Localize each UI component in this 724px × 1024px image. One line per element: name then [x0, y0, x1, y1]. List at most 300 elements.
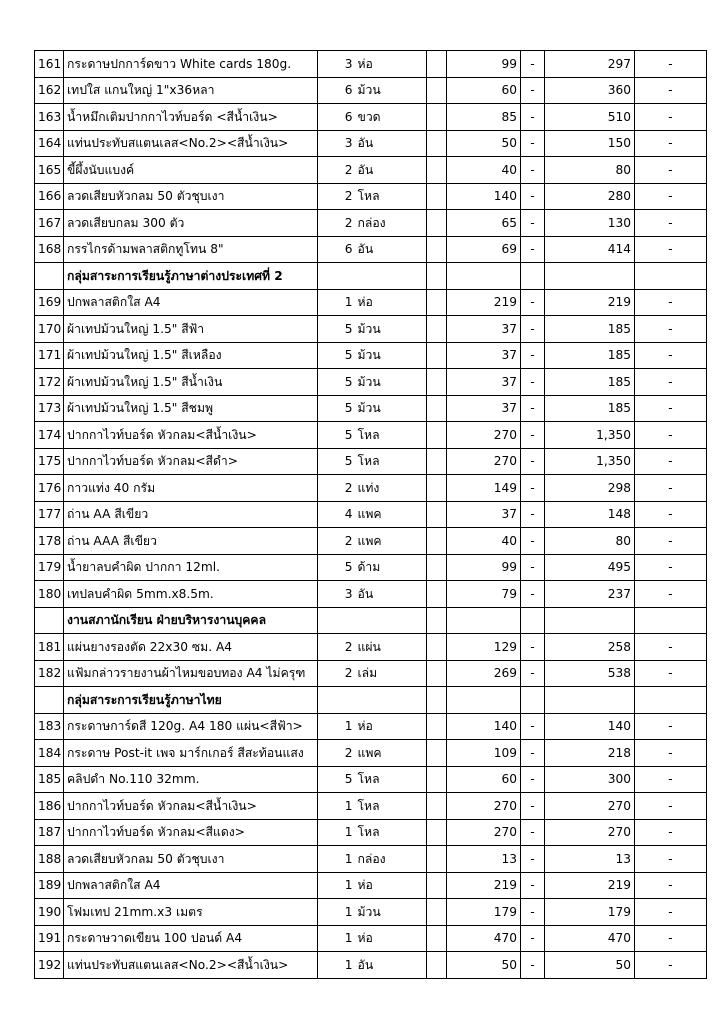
unit-price-satang-cell — [521, 607, 545, 634]
blank-cell — [427, 713, 447, 740]
blank-cell — [427, 793, 447, 820]
unit-price-cell: 50 — [447, 130, 521, 157]
total-satang-cell: - — [635, 51, 707, 78]
quantity-cell: 5 — [318, 395, 355, 422]
unit-cell: แพค — [355, 528, 427, 555]
item-description-cell: ลวดเสียบหัวกลม 50 ตัวชุบเงา — [64, 183, 318, 210]
quantity-cell: 1 — [318, 289, 355, 316]
total-satang-cell: - — [635, 104, 707, 131]
table-row — [35, 130, 707, 157]
blank-cell — [427, 130, 447, 157]
item-description-cell: ปากกาไวท์บอร์ด หัวกลม<สีน้ำเงิน> — [64, 793, 318, 820]
unit-price-satang-cell: - — [521, 634, 545, 661]
item-description-cell: ถ่าน AAA สีเขียว — [64, 528, 318, 555]
item-description-cell: ผ้าเทปม้วนใหญ่ 1.5" สีชมพู — [64, 395, 318, 422]
table-row — [35, 501, 707, 528]
unit-cell: อัน — [355, 236, 427, 263]
total-satang-cell: - — [635, 157, 707, 184]
blank-cell — [427, 687, 447, 714]
quantity-cell: 1 — [318, 952, 355, 979]
unit-cell: อัน — [355, 952, 427, 979]
blank-cell — [427, 607, 447, 634]
blank-cell — [427, 846, 447, 873]
group-heading-row — [35, 687, 707, 714]
unit-price-cell: 37 — [447, 316, 521, 343]
item-number-cell: 167 — [35, 210, 64, 237]
unit-cell: อัน — [355, 130, 427, 157]
quantity-cell: 1 — [318, 925, 355, 952]
table-row — [35, 104, 707, 131]
table-row — [35, 899, 707, 926]
quantity-cell: 1 — [318, 819, 355, 846]
item-description-cell: ปากกาไวท์บอร์ด หัวกลม<สีแดง> — [64, 819, 318, 846]
blank-cell — [427, 210, 447, 237]
total-cell: 1,350 — [545, 422, 635, 449]
blank-cell — [427, 395, 447, 422]
unit-cell: โหล — [355, 183, 427, 210]
item-number-cell: 180 — [35, 581, 64, 608]
total-cell: 538 — [545, 660, 635, 687]
item-number-cell: 185 — [35, 766, 64, 793]
blank-cell — [427, 819, 447, 846]
blank-cell — [427, 51, 447, 78]
item-number-cell: 164 — [35, 130, 64, 157]
total-cell: 185 — [545, 395, 635, 422]
item-number-cell: 161 — [35, 51, 64, 78]
supplies-table — [34, 50, 707, 979]
total-cell: 258 — [545, 634, 635, 661]
table-row — [35, 846, 707, 873]
unit-cell: โหล — [355, 819, 427, 846]
item-description-cell: กระดาษปกการ์ดขาว White cards 180g. — [64, 51, 318, 78]
quantity-cell: 1 — [318, 713, 355, 740]
table-row — [35, 793, 707, 820]
unit-cell: แพค — [355, 740, 427, 767]
total-satang-cell: - — [635, 660, 707, 687]
group-heading: กลุ่มสาระการเรียนรู้ภาษาต่างประเทศที่ 2 — [64, 263, 318, 290]
unit-price-satang-cell: - — [521, 872, 545, 899]
unit-price-cell: 37 — [447, 501, 521, 528]
item-description-cell: กระดาษวาดเขียน 100 ปอนด์ A4 — [64, 925, 318, 952]
item-number-cell: 191 — [35, 925, 64, 952]
item-description-cell: ปากกาไวท์บอร์ด หัวกลม<สีน้ำเงิน> — [64, 422, 318, 449]
item-description-cell: น้ำยาลบคำผิด ปากกา 12ml. — [64, 554, 318, 581]
total-cell — [545, 263, 635, 290]
unit-price-cell: 269 — [447, 660, 521, 687]
unit-price-cell: 50 — [447, 952, 521, 979]
total-satang-cell: - — [635, 77, 707, 104]
unit-cell: ห่อ — [355, 872, 427, 899]
total-satang-cell: - — [635, 289, 707, 316]
unit-price-cell: 109 — [447, 740, 521, 767]
unit-price-cell: 129 — [447, 634, 521, 661]
item-description-cell: กระดาษ Post-it เพจ มาร์กเกอร์ สีสะท้อนแสง — [64, 740, 318, 767]
total-satang-cell: - — [635, 819, 707, 846]
item-description-cell: คลิปดำ No.110 32mm. — [64, 766, 318, 793]
total-cell: 270 — [545, 793, 635, 820]
unit-price-cell — [447, 263, 521, 290]
item-number-cell: 175 — [35, 448, 64, 475]
total-cell: 185 — [545, 316, 635, 343]
total-cell: 300 — [545, 766, 635, 793]
total-satang-cell: - — [635, 501, 707, 528]
quantity-cell: 1 — [318, 872, 355, 899]
blank-cell — [427, 952, 447, 979]
total-cell: 50 — [545, 952, 635, 979]
group-heading-row — [35, 607, 707, 634]
total-cell: 218 — [545, 740, 635, 767]
unit-price-cell: 13 — [447, 846, 521, 873]
unit-cell: แผ่น — [355, 634, 427, 661]
blank-cell — [427, 448, 447, 475]
unit-cell: โหล — [355, 448, 427, 475]
unit-cell: ม้วน — [355, 899, 427, 926]
unit-price-satang-cell: - — [521, 581, 545, 608]
quantity-cell: 1 — [318, 793, 355, 820]
item-number-cell: 170 — [35, 316, 64, 343]
item-description-cell: ผ้าเทปม้วนใหญ่ 1.5" สีเหลือง — [64, 342, 318, 369]
total-cell: 150 — [545, 130, 635, 157]
item-number-cell: 173 — [35, 395, 64, 422]
unit-price-satang-cell: - — [521, 475, 545, 502]
blank-cell — [427, 475, 447, 502]
table-row — [35, 289, 707, 316]
item-number-cell: 184 — [35, 740, 64, 767]
unit-price-satang-cell: - — [521, 793, 545, 820]
item-number-cell: 178 — [35, 528, 64, 555]
group-heading: งานสภานักเรียน ฝ่ายบริหารงานบุคคล — [64, 607, 318, 634]
unit-cell: ม้วน — [355, 395, 427, 422]
total-satang-cell: - — [635, 130, 707, 157]
unit-price-satang-cell: - — [521, 501, 545, 528]
quantity-cell: 2 — [318, 183, 355, 210]
unit-cell: กล่อง — [355, 846, 427, 873]
total-cell: 297 — [545, 51, 635, 78]
item-description-cell: แท่นประทับสแตนเลส<No.2><สีน้ำเงิน> — [64, 952, 318, 979]
unit-price-satang-cell: - — [521, 342, 545, 369]
quantity-cell: 6 — [318, 104, 355, 131]
total-satang-cell: - — [635, 899, 707, 926]
blank-cell — [427, 316, 447, 343]
item-number-cell: 172 — [35, 369, 64, 396]
total-satang-cell: - — [635, 422, 707, 449]
total-satang-cell: - — [635, 766, 707, 793]
item-description-cell: ปกพลาสติกใส A4 — [64, 872, 318, 899]
total-satang-cell: - — [635, 395, 707, 422]
table-row — [35, 475, 707, 502]
item-number-cell: 165 — [35, 157, 64, 184]
unit-price-cell: 270 — [447, 819, 521, 846]
unit-price-satang-cell: - — [521, 289, 545, 316]
unit-cell: แพค — [355, 501, 427, 528]
quantity-cell: 2 — [318, 660, 355, 687]
unit-price-cell: 37 — [447, 395, 521, 422]
total-satang-cell: - — [635, 448, 707, 475]
unit-price-cell: 219 — [447, 289, 521, 316]
table-row — [35, 554, 707, 581]
blank-cell — [427, 263, 447, 290]
unit-price-satang-cell: - — [521, 740, 545, 767]
total-satang-cell: - — [635, 846, 707, 873]
blank-cell — [427, 872, 447, 899]
item-number-cell: 163 — [35, 104, 64, 131]
total-cell: 414 — [545, 236, 635, 263]
blank-cell — [427, 634, 447, 661]
table-row — [35, 581, 707, 608]
unit-price-cell: 470 — [447, 925, 521, 952]
blank-cell — [427, 740, 447, 767]
group-heading: กลุ่มสาระการเรียนรู้ภาษาไทย — [64, 687, 318, 714]
blank-cell — [427, 289, 447, 316]
quantity-cell: 2 — [318, 634, 355, 661]
blank-cell — [427, 554, 447, 581]
unit-price-satang-cell: - — [521, 104, 545, 131]
unit-price-satang-cell: - — [521, 899, 545, 926]
unit-price-cell: 99 — [447, 554, 521, 581]
total-satang-cell: - — [635, 925, 707, 952]
unit-price-cell: 85 — [447, 104, 521, 131]
unit-cell: กล่อง — [355, 210, 427, 237]
item-number-cell: 169 — [35, 289, 64, 316]
total-cell: 80 — [545, 157, 635, 184]
table-row — [35, 183, 707, 210]
unit-price-satang-cell: - — [521, 369, 545, 396]
quantity-cell: 4 — [318, 501, 355, 528]
unit-price-satang-cell: - — [521, 157, 545, 184]
total-cell: 13 — [545, 846, 635, 873]
quantity-cell — [318, 687, 355, 714]
unit-cell: อัน — [355, 157, 427, 184]
table-row — [35, 210, 707, 237]
item-number-cell: 189 — [35, 872, 64, 899]
total-cell: 280 — [545, 183, 635, 210]
total-cell: 185 — [545, 342, 635, 369]
quantity-cell: 2 — [318, 475, 355, 502]
unit-cell: ห่อ — [355, 289, 427, 316]
unit-cell: ม้วน — [355, 316, 427, 343]
total-satang-cell: - — [635, 872, 707, 899]
item-description-cell: กรรไกรด้ามพลาสติกทูโทน 8" — [64, 236, 318, 263]
table-row — [35, 925, 707, 952]
unit-price-cell — [447, 687, 521, 714]
item-description-cell: ผ้าเทปม้วนใหญ่ 1.5" สีน้ำเงิน — [64, 369, 318, 396]
unit-price-cell: 149 — [447, 475, 521, 502]
unit-price-satang-cell: - — [521, 210, 545, 237]
quantity-cell: 5 — [318, 448, 355, 475]
total-satang-cell: - — [635, 581, 707, 608]
item-number-cell: 168 — [35, 236, 64, 263]
unit-cell: ห่อ — [355, 925, 427, 952]
unit-price-satang-cell: - — [521, 51, 545, 78]
total-cell: 298 — [545, 475, 635, 502]
table-row — [35, 77, 707, 104]
unit-price-satang-cell: - — [521, 316, 545, 343]
quantity-cell — [318, 263, 355, 290]
total-satang-cell: - — [635, 210, 707, 237]
total-cell: 1,350 — [545, 448, 635, 475]
unit-price-cell — [447, 607, 521, 634]
unit-cell: ห่อ — [355, 51, 427, 78]
unit-cell: ด้าม — [355, 554, 427, 581]
unit-price-cell: 60 — [447, 77, 521, 104]
item-description-cell: โฟมเทป 21mm.x3 เมตร — [64, 899, 318, 926]
unit-cell: เล่ม — [355, 660, 427, 687]
item-number-cell: 177 — [35, 501, 64, 528]
unit-price-satang-cell: - — [521, 819, 545, 846]
blank-cell — [427, 422, 447, 449]
table-row — [35, 448, 707, 475]
unit-price-cell: 270 — [447, 422, 521, 449]
unit-price-satang-cell: - — [521, 766, 545, 793]
blank-cell — [427, 183, 447, 210]
unit-cell: แท่ง — [355, 475, 427, 502]
unit-price-cell: 40 — [447, 528, 521, 555]
total-satang-cell: - — [635, 183, 707, 210]
blank-cell — [427, 77, 447, 104]
table-row — [35, 395, 707, 422]
unit-price-cell: 79 — [447, 581, 521, 608]
table-body — [35, 51, 707, 979]
unit-cell — [355, 263, 427, 290]
item-description-cell: แฟ้มกล่าวรายงานผ้าไหมขอบทอง A4 ไม่ครุฑ — [64, 660, 318, 687]
total-cell: 270 — [545, 819, 635, 846]
blank-cell — [427, 766, 447, 793]
total-satang-cell: - — [635, 369, 707, 396]
blank-cell — [427, 899, 447, 926]
quantity-cell: 2 — [318, 210, 355, 237]
unit-price-cell: 140 — [447, 713, 521, 740]
quantity-cell: 1 — [318, 846, 355, 873]
unit-price-cell: 140 — [447, 183, 521, 210]
quantity-cell — [318, 607, 355, 634]
table-row — [35, 740, 707, 767]
table-row — [35, 342, 707, 369]
total-cell: 140 — [545, 713, 635, 740]
total-cell: 219 — [545, 872, 635, 899]
quantity-cell: 5 — [318, 316, 355, 343]
total-cell — [545, 607, 635, 634]
item-description-cell: กระดาษการ์ดสี 120g. A4 180 แผ่น<สีฟ้า> — [64, 713, 318, 740]
blank-cell — [427, 925, 447, 952]
unit-cell — [355, 687, 427, 714]
table-row — [35, 872, 707, 899]
unit-cell: ม้วน — [355, 369, 427, 396]
unit-price-satang-cell: - — [521, 952, 545, 979]
item-description-cell: ปกพลาสติกใส A4 — [64, 289, 318, 316]
total-satang-cell: - — [635, 740, 707, 767]
quantity-cell: 3 — [318, 581, 355, 608]
item-description-cell: ผ้าเทปม้วนใหญ่ 1.5" สีฟ้า — [64, 316, 318, 343]
blank-cell — [427, 528, 447, 555]
item-description-cell: เทปลบคำผิด 5mm.x8.5m. — [64, 581, 318, 608]
total-cell: 470 — [545, 925, 635, 952]
quantity-cell: 5 — [318, 369, 355, 396]
table-row — [35, 528, 707, 555]
item-description-cell: ลวดเสียบหัวกลม 50 ตัวชุบเงา — [64, 846, 318, 873]
total-satang-cell — [635, 687, 707, 714]
total-satang-cell: - — [635, 342, 707, 369]
item-number-cell: 186 — [35, 793, 64, 820]
item-number-cell: 182 — [35, 660, 64, 687]
item-number-cell: 171 — [35, 342, 64, 369]
unit-price-cell: 60 — [447, 766, 521, 793]
item-number-cell: 181 — [35, 634, 64, 661]
table-row — [35, 422, 707, 449]
table-row — [35, 819, 707, 846]
quantity-cell: 3 — [318, 130, 355, 157]
table-row — [35, 634, 707, 661]
item-number-cell — [35, 263, 64, 290]
blank-cell — [427, 581, 447, 608]
total-satang-cell: - — [635, 316, 707, 343]
total-satang-cell: - — [635, 236, 707, 263]
unit-price-cell: 99 — [447, 51, 521, 78]
quantity-cell: 1 — [318, 899, 355, 926]
unit-cell: ขวด — [355, 104, 427, 131]
unit-price-satang-cell: - — [521, 236, 545, 263]
item-number-cell: 190 — [35, 899, 64, 926]
unit-price-cell: 40 — [447, 157, 521, 184]
total-satang-cell: - — [635, 475, 707, 502]
total-cell: 148 — [545, 501, 635, 528]
unit-price-cell: 37 — [447, 369, 521, 396]
unit-price-satang-cell: - — [521, 528, 545, 555]
blank-cell — [427, 501, 447, 528]
unit-price-satang-cell: - — [521, 554, 545, 581]
unit-cell: ห่อ — [355, 713, 427, 740]
table-row — [35, 713, 707, 740]
unit-cell: โหล — [355, 422, 427, 449]
table-row — [35, 766, 707, 793]
total-cell: 237 — [545, 581, 635, 608]
quantity-cell: 6 — [318, 236, 355, 263]
group-heading-row — [35, 263, 707, 290]
quantity-cell: 2 — [318, 157, 355, 184]
item-description-cell: แผ่นยางรองตัด 22x30 ซม. A4 — [64, 634, 318, 661]
item-number-cell — [35, 687, 64, 714]
unit-price-satang-cell: - — [521, 183, 545, 210]
item-number-cell: 174 — [35, 422, 64, 449]
blank-cell — [427, 342, 447, 369]
blank-cell — [427, 660, 447, 687]
item-description-cell: แท่นประทับสแตนเลส<No.2><สีน้ำเงิน> — [64, 130, 318, 157]
item-description-cell: ถ่าน AA สีเขียว — [64, 501, 318, 528]
item-number-cell — [35, 607, 64, 634]
total-cell: 219 — [545, 289, 635, 316]
item-description-cell: ลวดเสียบกลม 300 ตัว — [64, 210, 318, 237]
unit-price-cell: 179 — [447, 899, 521, 926]
unit-price-cell: 69 — [447, 236, 521, 263]
item-description-cell: ปากกาไวท์บอร์ด หัวกลม<สีดำ> — [64, 448, 318, 475]
item-number-cell: 188 — [35, 846, 64, 873]
total-satang-cell: - — [635, 528, 707, 555]
unit-price-satang-cell: - — [521, 925, 545, 952]
table-row — [35, 369, 707, 396]
quantity-cell: 2 — [318, 740, 355, 767]
blank-cell — [427, 369, 447, 396]
table-row — [35, 236, 707, 263]
unit-price-satang-cell: - — [521, 77, 545, 104]
unit-price-cell: 37 — [447, 342, 521, 369]
unit-price-satang-cell — [521, 687, 545, 714]
unit-price-satang-cell: - — [521, 713, 545, 740]
item-number-cell: 176 — [35, 475, 64, 502]
item-description-cell: เทปใส แกนใหญ่ 1"x36หลา — [64, 77, 318, 104]
total-satang-cell: - — [635, 634, 707, 661]
quantity-cell: 5 — [318, 554, 355, 581]
quantity-cell: 6 — [318, 77, 355, 104]
total-satang-cell: - — [635, 793, 707, 820]
